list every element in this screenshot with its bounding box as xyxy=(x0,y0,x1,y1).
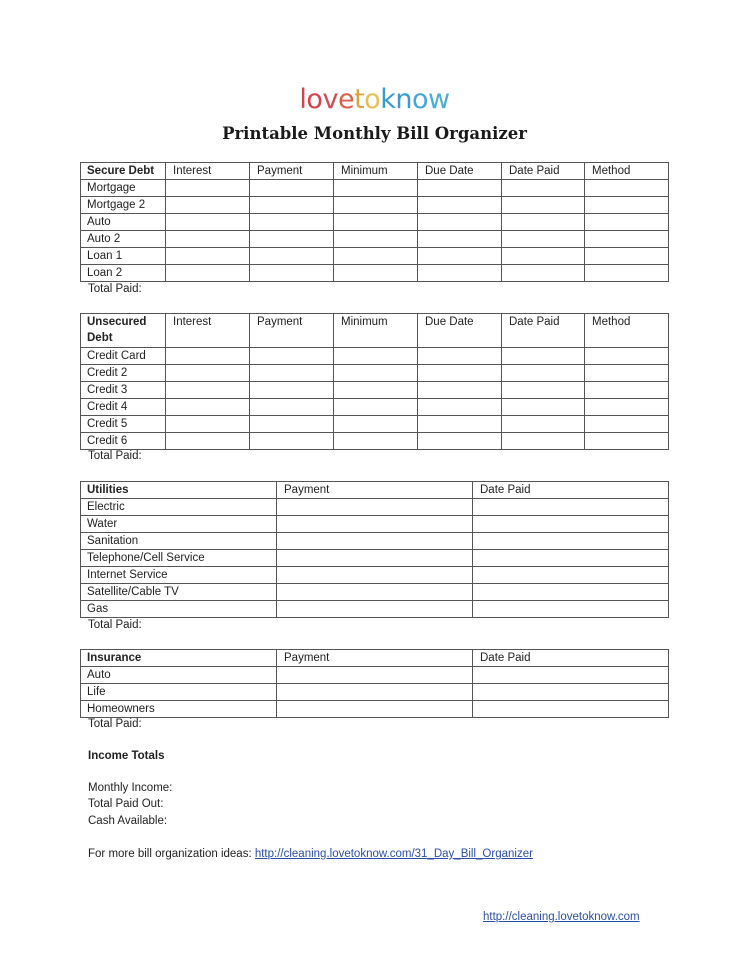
entry-cell[interactable] xyxy=(277,567,473,584)
entry-cell[interactable] xyxy=(166,399,250,416)
entry-cell[interactable] xyxy=(418,399,502,416)
row-label: Mortgage 2 xyxy=(81,197,166,214)
entry-cell[interactable] xyxy=(250,433,334,450)
entry-cell[interactable] xyxy=(277,701,473,718)
entry-cell[interactable] xyxy=(502,214,585,231)
entry-cell[interactable] xyxy=(585,399,669,416)
cash-available-label: Cash Available: xyxy=(88,815,168,827)
entry-cell[interactable] xyxy=(277,584,473,601)
income-totals-heading: Income Totals xyxy=(88,750,165,762)
entry-cell[interactable] xyxy=(585,214,669,231)
entry-cell[interactable] xyxy=(277,533,473,550)
entry-cell[interactable] xyxy=(334,231,418,248)
row-label: Auto xyxy=(81,667,277,684)
entry-cell[interactable] xyxy=(277,667,473,684)
entry-cell[interactable] xyxy=(585,180,669,197)
row-label: Auto 2 xyxy=(81,231,166,248)
entry-cell[interactable] xyxy=(334,399,418,416)
table-row xyxy=(81,348,669,365)
table-row xyxy=(81,567,669,584)
entry-cell[interactable] xyxy=(418,365,502,382)
entry-cell[interactable] xyxy=(502,265,585,282)
entry-cell[interactable] xyxy=(166,365,250,382)
row-label: Credit 6 xyxy=(81,433,166,450)
entry-cell[interactable] xyxy=(166,433,250,450)
utilities-table xyxy=(80,481,669,618)
row-label: Gas xyxy=(81,601,277,618)
entry-cell[interactable] xyxy=(166,382,250,399)
secure-debt-table xyxy=(80,162,669,282)
entry-cell[interactable] xyxy=(585,248,669,265)
column-header: Date Paid xyxy=(473,482,669,499)
table-row xyxy=(81,601,669,618)
entry-cell[interactable] xyxy=(277,550,473,567)
row-label: Life xyxy=(81,684,277,701)
entry-cell[interactable] xyxy=(166,231,250,248)
table-row xyxy=(81,180,669,197)
entry-cell[interactable] xyxy=(250,348,334,365)
table-row xyxy=(81,214,669,231)
column-header: Date Paid xyxy=(473,650,669,667)
entry-cell[interactable] xyxy=(502,180,585,197)
unsecured-debt-table xyxy=(80,313,669,450)
entry-cell[interactable] xyxy=(166,265,250,282)
table-header-row xyxy=(81,314,669,348)
section-header: Unsecured Debt xyxy=(81,314,166,348)
table-row xyxy=(81,231,669,248)
table-row xyxy=(81,701,669,718)
entry-cell[interactable] xyxy=(250,416,334,433)
row-label: Telephone/Cell Service xyxy=(81,550,277,567)
logo-letter: e xyxy=(337,84,355,115)
footer xyxy=(483,911,640,923)
entry-cell[interactable] xyxy=(585,433,669,450)
column-header: Minimum xyxy=(334,314,418,348)
entry-cell[interactable] xyxy=(250,248,334,265)
table-row xyxy=(81,584,669,601)
table-header-row xyxy=(81,650,669,667)
row-label: Credit 5 xyxy=(81,416,166,433)
entry-cell[interactable] xyxy=(250,399,334,416)
entry-cell[interactable] xyxy=(277,499,473,516)
row-label: Loan 2 xyxy=(81,265,166,282)
table-row xyxy=(81,197,669,214)
column-header: Payment xyxy=(277,650,473,667)
entry-cell[interactable] xyxy=(585,231,669,248)
table-row xyxy=(81,399,669,416)
entry-cell[interactable] xyxy=(502,365,585,382)
more-ideas-line xyxy=(88,848,533,860)
entry-cell[interactable] xyxy=(166,416,250,433)
entry-cell[interactable] xyxy=(334,180,418,197)
bill-organizer-link[interactable]: http://cleaning.lovetoknow.com/31_Day_Bill_Organizer xyxy=(254,848,533,860)
insurance-table xyxy=(80,649,669,718)
entry-cell[interactable] xyxy=(277,684,473,701)
row-label: Auto xyxy=(81,214,166,231)
row-label: Satellite/Cable TV xyxy=(81,584,277,601)
entry-cell[interactable] xyxy=(334,214,418,231)
entry-cell[interactable] xyxy=(334,265,418,282)
logo-letter: k xyxy=(380,84,396,115)
column-header: Payment xyxy=(250,314,334,348)
column-header: Due Date xyxy=(418,314,502,348)
table-row xyxy=(81,382,669,399)
entry-cell[interactable] xyxy=(418,214,502,231)
entry-cell[interactable] xyxy=(418,348,502,365)
entry-cell[interactable] xyxy=(166,197,250,214)
entry-cell[interactable] xyxy=(250,265,334,282)
table-row xyxy=(81,667,669,684)
unsecured-debt-total-label: Total Paid: xyxy=(88,450,142,462)
entry-cell[interactable] xyxy=(418,382,502,399)
table-row xyxy=(81,499,669,516)
entry-cell[interactable] xyxy=(502,248,585,265)
entry-cell[interactable] xyxy=(585,416,669,433)
entry-cell[interactable] xyxy=(418,433,502,450)
entry-cell[interactable] xyxy=(502,416,585,433)
row-label: Mortgage xyxy=(81,180,166,197)
entry-cell[interactable] xyxy=(585,348,669,365)
logo-letter: o xyxy=(364,84,381,115)
row-label: Loan 1 xyxy=(81,248,166,265)
entry-cell[interactable] xyxy=(473,667,669,684)
logo-letter: n xyxy=(395,84,412,115)
entry-cell[interactable] xyxy=(334,365,418,382)
column-header: Interest xyxy=(166,163,250,180)
entry-cell[interactable] xyxy=(418,265,502,282)
column-header: Date Paid xyxy=(502,163,585,180)
page-title: Printable Monthly Bill Organizer xyxy=(222,124,527,143)
table-row xyxy=(81,684,669,701)
section-header: Secure Debt xyxy=(81,163,166,180)
entry-cell[interactable] xyxy=(502,197,585,214)
entry-cell[interactable] xyxy=(250,180,334,197)
table-row xyxy=(81,550,669,567)
table-row xyxy=(81,433,669,450)
table-row xyxy=(81,416,669,433)
entry-cell[interactable] xyxy=(418,231,502,248)
column-header: Payment xyxy=(250,163,334,180)
entry-cell[interactable] xyxy=(250,382,334,399)
entry-cell[interactable] xyxy=(585,365,669,382)
row-label: Sanitation xyxy=(81,533,277,550)
section-header: Insurance xyxy=(81,650,277,667)
table-row xyxy=(81,265,669,282)
table-header-row xyxy=(81,163,669,180)
table-row xyxy=(81,516,669,533)
logo-letter: v xyxy=(322,84,338,115)
logo-letter: l xyxy=(299,84,307,115)
entry-cell[interactable] xyxy=(334,433,418,450)
secure-debt-total-label: Total Paid: xyxy=(88,283,142,295)
entry-cell[interactable] xyxy=(334,382,418,399)
lovetoknow-logo xyxy=(0,82,749,118)
entry-cell[interactable] xyxy=(473,701,669,718)
column-header: Due Date xyxy=(418,163,502,180)
column-header: Method xyxy=(585,163,669,180)
entry-cell[interactable] xyxy=(585,197,669,214)
monthly-income-label: Monthly Income: xyxy=(88,782,173,794)
footer-site-link[interactable]: http://cleaning.lovetoknow.com xyxy=(483,911,640,923)
entry-cell[interactable] xyxy=(250,231,334,248)
total-paid-out-label: Total Paid Out: xyxy=(88,798,164,810)
column-header: Date Paid xyxy=(502,314,585,348)
table-row xyxy=(81,533,669,550)
entry-cell[interactable] xyxy=(166,180,250,197)
entry-cell[interactable] xyxy=(166,348,250,365)
table-header-row xyxy=(81,482,669,499)
entry-cell[interactable] xyxy=(473,499,669,516)
row-label: Credit 4 xyxy=(81,399,166,416)
entry-cell[interactable] xyxy=(502,382,585,399)
utilities-total-label: Total Paid: xyxy=(88,619,142,631)
entry-cell[interactable] xyxy=(250,197,334,214)
row-label: Water xyxy=(81,516,277,533)
column-header: Minimum xyxy=(334,163,418,180)
entry-cell[interactable] xyxy=(473,550,669,567)
table-row xyxy=(81,248,669,265)
row-label: Credit Card xyxy=(81,348,166,365)
entry-cell[interactable] xyxy=(166,214,250,231)
entry-cell[interactable] xyxy=(334,197,418,214)
logo-letter: o xyxy=(306,84,323,115)
entry-cell[interactable] xyxy=(473,601,669,618)
entry-cell[interactable] xyxy=(473,516,669,533)
row-label: Homeowners xyxy=(81,701,277,718)
column-header: Interest xyxy=(166,314,250,348)
more-ideas-text: For more bill organization ideas: xyxy=(88,848,255,860)
table-row xyxy=(81,365,669,382)
entry-cell[interactable] xyxy=(502,348,585,365)
row-label: Electric xyxy=(81,499,277,516)
entry-cell[interactable] xyxy=(334,348,418,365)
entry-cell[interactable] xyxy=(166,248,250,265)
entry-cell[interactable] xyxy=(585,382,669,399)
entry-cell[interactable] xyxy=(473,584,669,601)
entry-cell[interactable] xyxy=(502,231,585,248)
entry-cell[interactable] xyxy=(473,684,669,701)
entry-cell[interactable] xyxy=(585,265,669,282)
entry-cell[interactable] xyxy=(250,365,334,382)
entry-cell[interactable] xyxy=(250,214,334,231)
entry-cell[interactable] xyxy=(334,416,418,433)
column-header: Payment xyxy=(277,482,473,499)
entry-cell[interactable] xyxy=(277,601,473,618)
row-label: Credit 2 xyxy=(81,365,166,382)
entry-cell[interactable] xyxy=(502,433,585,450)
logo-letter: w xyxy=(427,84,450,115)
insurance-total-label: Total Paid: xyxy=(88,718,142,730)
logo-letter: t xyxy=(354,84,365,115)
entry-cell[interactable] xyxy=(473,533,669,550)
section-header: Utilities xyxy=(81,482,277,499)
column-header: Method xyxy=(585,314,669,348)
entry-cell[interactable] xyxy=(418,416,502,433)
entry-cell[interactable] xyxy=(418,248,502,265)
entry-cell[interactable] xyxy=(502,399,585,416)
entry-cell[interactable] xyxy=(473,567,669,584)
entry-cell[interactable] xyxy=(334,248,418,265)
entry-cell[interactable] xyxy=(277,516,473,533)
logo-letter: o xyxy=(411,84,428,115)
row-label: Internet Service xyxy=(81,567,277,584)
row-label: Credit 3 xyxy=(81,382,166,399)
entry-cell[interactable] xyxy=(418,197,502,214)
entry-cell[interactable] xyxy=(418,180,502,197)
